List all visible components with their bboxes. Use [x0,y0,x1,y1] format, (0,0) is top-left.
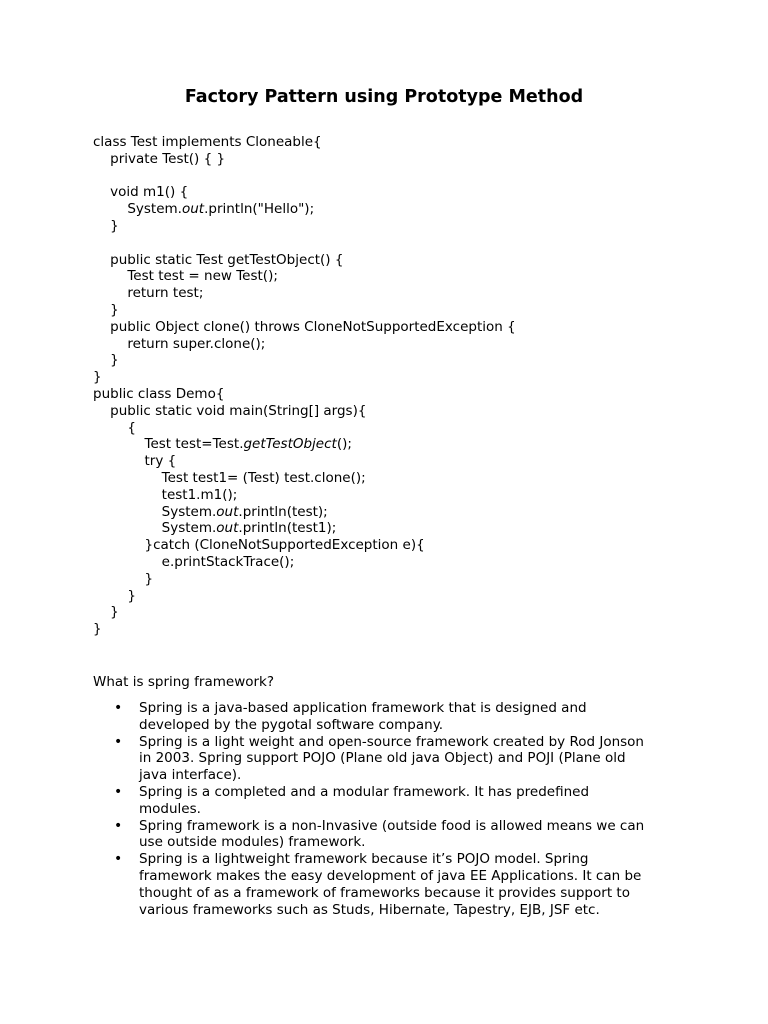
code-text: (); [336,436,352,453]
code-line [93,184,713,201]
code-text: Test test = new Test(); [93,268,278,285]
code-text: .println(test); [238,503,328,520]
list-item [93,818,683,852]
code-italic-token: out [216,503,239,520]
code-line [93,235,713,252]
code-line [93,151,713,168]
code-text: e.printStackTrace(); [93,553,295,570]
list-item-text: Spring is a lightweight framework because it’s POJO model. Spring [139,851,589,868]
code-line [93,352,713,369]
code-line [93,571,713,588]
code-line [93,302,713,319]
code-italic-token: out [216,520,239,537]
code-text: test1.m1(); [93,486,238,503]
list-item-text: various frameworks such as Studs, Hibernate, Tapestry, EJB, JSF etc. [139,901,600,918]
code-text: private Test() { } [93,150,226,167]
code-text: public Object clone() throws CloneNotSupportedException { [93,318,516,335]
list-item-text: Spring is a completed and a modular framework. It has predefined [139,783,590,800]
code-text: }catch (CloneNotSupportedException e){ [93,537,425,554]
code-text: .println("Hello"); [204,201,315,218]
code-line [93,420,713,437]
code-text: } [93,217,119,234]
code-line [93,588,713,605]
code-line [93,621,713,638]
code-line [93,436,713,453]
code-line [93,201,713,218]
list-item-text: Spring is a java-based application framework that is designed and [139,700,587,716]
code-text: } [93,621,102,638]
code-line [93,487,713,504]
code-text: } [93,587,136,604]
code-text: } [93,301,119,318]
section-question: What is spring framework? [93,674,275,690]
code-line [93,554,713,571]
code-text: System. [93,520,217,537]
list-item-text: developed by the pygotal software company. [139,716,444,733]
list-item-text: Spring framework is a non-Invasive (outside food is allowed means we can [139,817,645,834]
code-line [93,268,713,285]
code-line [93,453,713,470]
list-item-text: use outside modules) framework. [139,834,366,851]
bullet-icon: • [114,851,123,868]
code-text: try { [93,453,177,470]
code-line [93,504,713,521]
code-text: void m1() { [93,184,189,201]
code-text: return test; [93,285,204,302]
code-text: { [93,419,136,436]
code-text: } [93,352,119,369]
code-text: } [93,604,119,621]
code-line [93,604,713,621]
code-block [93,134,713,638]
bullet-icon: • [114,733,123,750]
code-text: System. [93,201,182,218]
code-text: public class Demo{ [93,385,225,402]
bullet-icon: • [114,700,123,716]
code-line [93,319,713,336]
list-item-text: java interface). [139,767,242,784]
bullet-list [93,700,683,918]
code-line [93,252,713,269]
code-line [93,336,713,353]
code-line [93,470,713,487]
code-italic-token: getTestObject [243,436,337,453]
code-text: } [93,570,154,587]
list-item [93,700,683,734]
list-item-text: Spring is a light weight and open-source framework created by Rod Jonson [139,733,644,750]
code-line [93,168,713,185]
bullet-icon: • [114,783,123,800]
code-line [93,369,713,386]
code-line [93,520,713,537]
code-text: public static Test getTestObject() { [93,251,344,268]
list-item [93,851,683,918]
page-title: Factory Pattern using Prototype Method [184,87,584,107]
code-italic-token: out [181,201,205,218]
code-text: public static void main(String[] args){ [93,402,367,419]
code-text: .println(test1); [238,520,337,537]
code-text: System. [93,503,217,520]
code-text: Test test1= (Test) test.clone(); [93,469,366,486]
code-text: } [93,369,102,386]
list-item [93,784,683,818]
list-item-text: in 2003. Spring support POJO (Plane old java Object) and POJI (Plane old [139,750,626,767]
code-line [93,386,713,403]
bullet-icon: • [114,817,123,834]
code-line [93,403,713,420]
list-item-text: framework makes the easy development of java EE Applications. It can be [139,867,642,884]
code-text: Test test=Test. [93,436,244,453]
code-text: return super.clone(); [93,335,266,352]
code-line [93,134,713,151]
code-line [93,285,713,302]
list-item-text: modules. [139,800,201,817]
code-text: class Test implements Cloneable{ [93,134,322,150]
code-line [93,218,713,235]
list-item-text: thought of as a framework of frameworks because it provides support to [139,884,630,901]
list-item [93,734,683,784]
code-line [93,537,713,554]
